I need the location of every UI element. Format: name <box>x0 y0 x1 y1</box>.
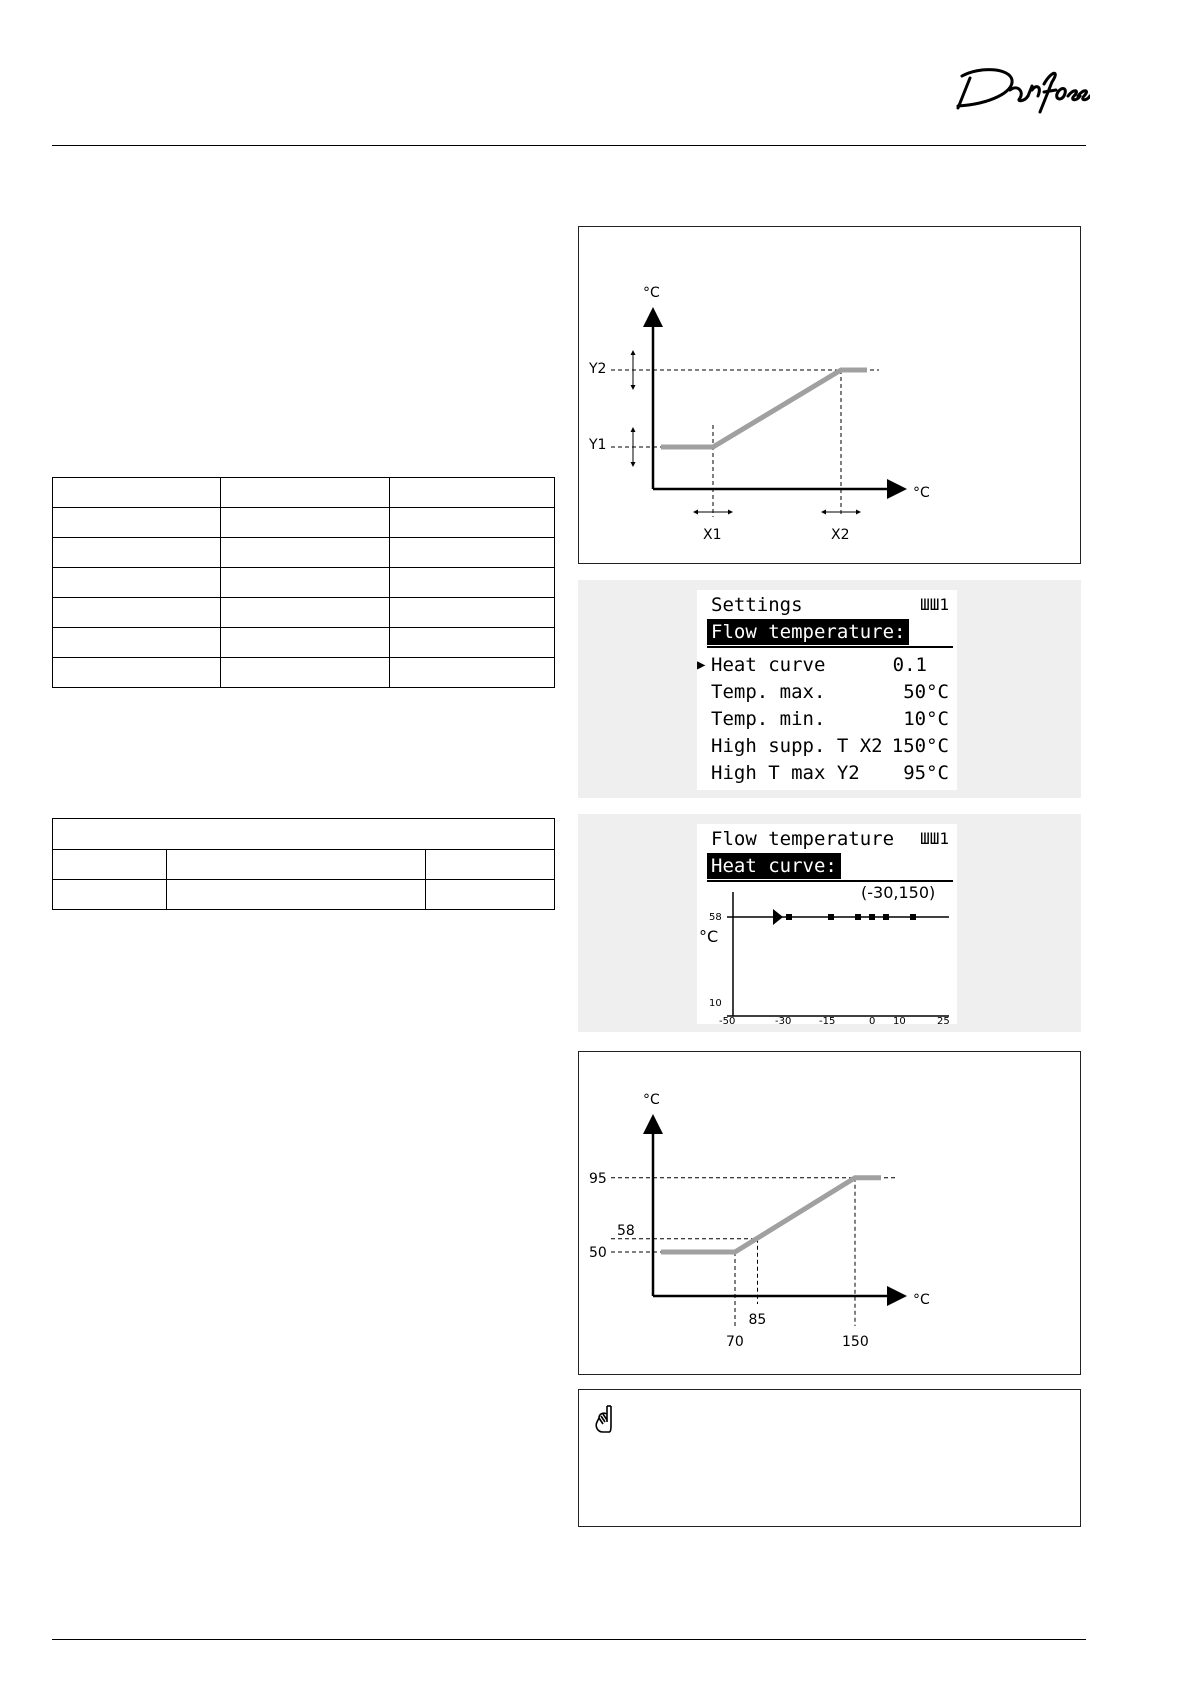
y-label-95: 95 <box>589 1170 607 1187</box>
settings-table <box>52 477 555 688</box>
lcd-settings-display <box>697 590 957 790</box>
lcd-y-unit: °C <box>699 927 719 946</box>
lcd-heat-curve-display <box>697 824 957 1024</box>
x-label-150: 150 <box>842 1334 869 1350</box>
lcd-item-high-t-max[interactable]: High T max Y2 95°C <box>711 762 949 784</box>
footer-rule <box>52 1639 1086 1640</box>
x-label-70: 70 <box>726 1334 744 1350</box>
danfoss-logo <box>940 62 1090 122</box>
generic-curve-diagram-box <box>578 226 1081 564</box>
example-curve-chart <box>579 1052 1082 1376</box>
x-label-85: 85 <box>748 1312 767 1328</box>
circuit-icon: ШШ1 <box>920 829 949 848</box>
note-box <box>578 1389 1081 1527</box>
pointing-hand-icon <box>593 1404 621 1436</box>
lcd-x-tick: -15 <box>819 1016 836 1024</box>
heat-curve-screen-panel <box>578 814 1081 1032</box>
y-unit-label: °C <box>643 1092 660 1108</box>
lcd-y-tick-10: 10 <box>709 998 722 1009</box>
y1-label: Y1 <box>589 437 607 453</box>
settings-screen-panel <box>578 580 1081 798</box>
generic-curve-diagram <box>579 227 1082 565</box>
y-label-58: 58 <box>617 1222 635 1239</box>
lcd-x-tick: 25 <box>937 1016 950 1024</box>
lcd-x-tick: 0 <box>869 1016 876 1024</box>
lcd-item-temp-max[interactable]: Temp. max. 50°C <box>711 681 949 703</box>
lcd-item-high-supp-t[interactable]: High supp. T X2 150°C <box>711 735 949 757</box>
lcd-x-tick: 10 <box>893 1016 906 1024</box>
generic-curve-line <box>661 370 867 447</box>
example-curve-chart-box <box>578 1051 1081 1375</box>
lcd-y-tick-58: 58 <box>709 912 722 923</box>
y2-label: Y2 <box>589 361 607 377</box>
lcd-heat-curve-graph <box>697 882 957 1024</box>
y-unit-label: °C <box>643 285 660 301</box>
lcd-item-heat-curve[interactable]: ▶ Heat curve 0.1 <box>697 654 927 676</box>
y-label-50: 50 <box>589 1245 607 1261</box>
lcd-x-tick: -30 <box>775 1016 792 1024</box>
heat-curve-series-line <box>661 1178 881 1252</box>
lcd-item-temp-min[interactable]: Temp. min. 10°C <box>711 708 949 730</box>
logo-text: Danfoss <box>940 62 945 63</box>
lcd-settings-section: Flow temperature: <box>707 619 909 645</box>
cursor-marker-icon <box>773 909 783 925</box>
x-unit-label: °C <box>913 485 930 501</box>
x2-label: X2 <box>831 527 850 543</box>
selection-arrow-icon: ▶ <box>697 657 706 673</box>
coord-readout: (-30,150) <box>861 883 936 902</box>
parameter-table <box>52 818 555 910</box>
lcd-heat-curve-section: Heat curve: <box>707 853 841 879</box>
lcd-settings-title: Settings <box>711 594 803 616</box>
circuit-icon: ШШ1 <box>920 595 949 614</box>
header-rule <box>52 145 1086 146</box>
lcd-heat-curve-title: Flow temperature <box>711 828 895 850</box>
x-unit-label: °C <box>913 1292 930 1308</box>
x1-label: X1 <box>703 527 722 543</box>
lcd-x-tick: -50 <box>719 1016 736 1024</box>
